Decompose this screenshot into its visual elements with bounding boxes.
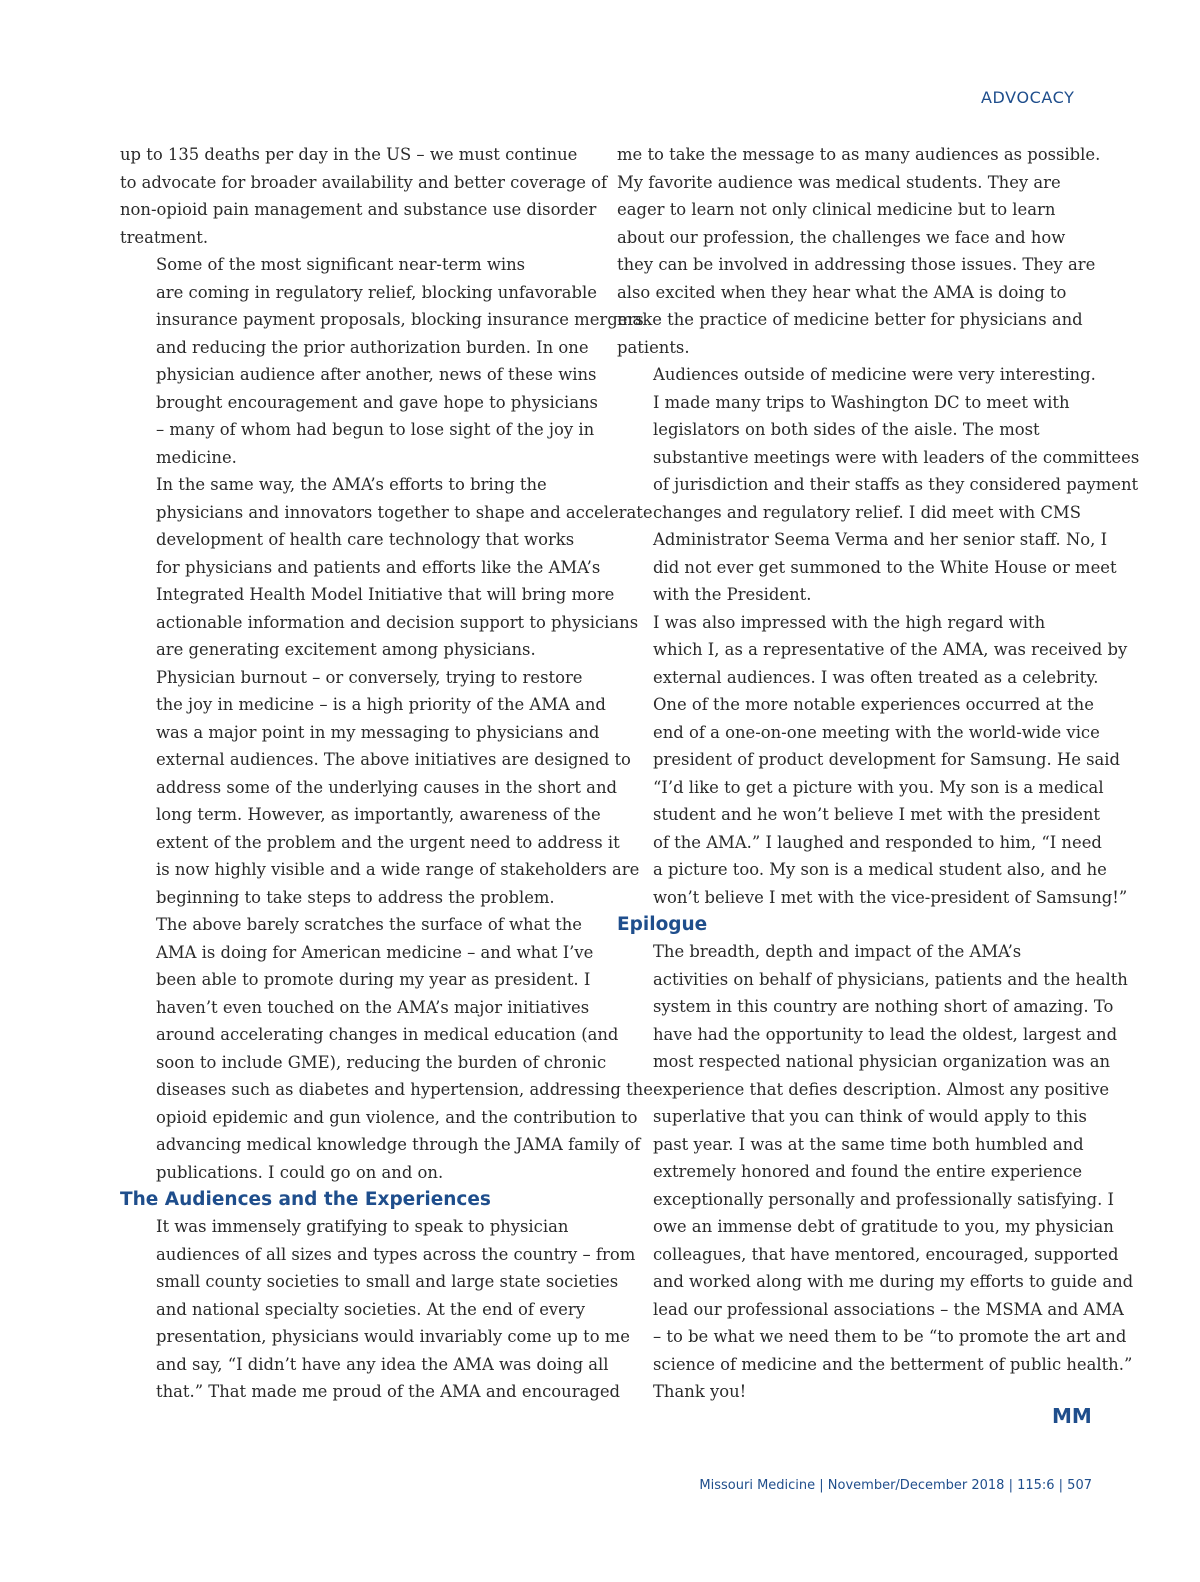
text-line: advancing medical knowledge through the JAMA family of [156,1135,641,1154]
text-line: did not ever get summoned to the White House or meet [653,557,1117,577]
text-line: they can be involved in addressing those issues. They are [617,255,1096,274]
paragraph [120,1213,636,1406]
text-line: and reducing the prior authorization burden. In one [156,337,589,357]
text-line: lead our professional associations – the MSMA and AMA [653,1299,1124,1319]
text-line: presentation, physicians would invariably come up to me [156,1327,631,1346]
text-line: colleagues, that have mentored, encouraged, supported [653,1244,1119,1264]
text-line: up to 135 deaths per day in the US – we must continue [120,145,578,164]
text-line: most respected national physician organization was an [653,1052,1111,1071]
text-line: about our profession, the challenges we face and how [617,227,1066,247]
text-line: owe an immense debt of gratitude to you, my physician [653,1217,1114,1236]
text-line: external audiences. The above initiatives are designed to [156,750,631,769]
page-footer: Missouri Medicine | November/December 2018 | 115:6 | 507 [699,1478,1092,1493]
text-line: Thank you! [653,1382,747,1401]
text-line: end of a one-on-one meeting with the world-wide vice [653,722,1100,742]
text-line: external audiences. I was often treated as a celebrity. [653,667,1099,687]
text-line: to advocate for broader availability and better coverage of [120,172,608,192]
text-line: brought encouragement and gave hope to physicians [156,392,598,412]
text-line: activities on behalf of physicians, patients and the health [653,969,1128,989]
text-line: opioid epidemic and gun violence, and the contribution to [156,1107,638,1127]
end-mark: MM [1052,1404,1092,1428]
paragraph [617,141,1101,361]
text-line: won’t believe I met with the vice-president of Samsung!” [653,887,1128,907]
text-line: Some of the most significant near-term wins [156,255,526,274]
text-line: patients. [617,337,690,357]
text-line: long term. However, as importantly, awareness of the [156,805,601,824]
right-column [617,141,1140,1406]
text-line: past year. I was at the same time both humbled and [653,1134,1084,1154]
text-line: also excited when they hear what the AMA is doing to [617,282,1067,302]
text-line: extent of the problem and the urgent need to address it [156,832,620,852]
text-line: The above barely scratches the surface of what the [156,915,582,934]
text-line: medicine. [156,447,237,467]
text-line: around accelerating changes in medical education (and [156,1025,619,1044]
text-line: development of health care technology that works [156,530,575,549]
text-line: science of medicine and the betterment of public health.” [653,1354,1133,1374]
text-line: publications. I could go on and on. [156,1162,444,1182]
text-line: actionable information and decision support to physicians [156,612,639,632]
paragraph [617,361,1140,609]
text-line: changes and regulatory relief. I did meet with CMS [653,502,1081,522]
paragraph [617,938,1134,1406]
text-line: is now highly visible and a wide range of stakeholders are [156,860,640,879]
text-line: of jurisdiction and their staffs as they considered payment [653,475,1139,494]
text-line: system in this country are nothing short of amazing. To [653,997,1114,1016]
text-line: legislators on both sides of the aisle. The most [653,420,1040,439]
text-line: “I’d like to get a picture with you. My son is a medical [653,777,1104,797]
text-line: for physicians and patients and efforts like the AMA’s [156,557,601,577]
text-line: a picture too. My son is a medical student also, and he [653,860,1107,879]
text-line: audiences of all sizes and types across the country – from [156,1244,636,1264]
text-line: me to take the message to as many audiences as possible. [617,145,1101,164]
text-line: haven’t even touched on the AMA’s major initiatives [156,997,590,1017]
text-line: experience that defies description. Almost any positive [653,1079,1110,1099]
text-line: with the President. [653,585,812,604]
text-line: Physician burnout – or conversely, trying to restore [156,667,583,687]
paragraph [120,664,640,912]
text-line: Audiences outside of medicine were very interesting. [653,365,1096,384]
text-line: student and he won’t believe I met with the president [653,805,1101,824]
paragraph [617,609,1128,912]
text-line: address some of the underlying causes in the short and [156,777,617,797]
text-line: and say, “I didn’t have any idea the AMA was doing all [156,1354,609,1374]
text-line: president of product development for Samsung. He said [653,750,1121,769]
text-line: In the same way, the AMA’s efforts to bring the [156,475,547,494]
section-heading-audiences: The Audiences and the Experiences [120,1189,491,1210]
text-line: are coming in regulatory relief, blocking unfavorable [156,282,597,302]
text-line: It was immensely gratifying to speak to physician [156,1217,569,1236]
text-line: small county societies to small and large state societies [156,1272,619,1291]
text-line: the joy in medicine – is a high priority of the AMA and [156,695,606,714]
section-heading-epilogue: Epilogue [617,914,708,935]
left-column [120,141,653,1406]
text-line: eager to learn not only clinical medicine but to learn [617,200,1056,219]
text-line: make the practice of medicine better for physicians and [617,310,1083,329]
text-line: My favorite audience was medical students. They are [617,172,1061,192]
text-line: The breadth, depth and impact of the AMA’s [653,942,1022,961]
text-line: exceptionally personally and professionally satisfying. I [653,1189,1115,1209]
text-line: insurance payment proposals, blocking insurance mergers [156,310,644,329]
text-line: physician audience after another, news of these wins [156,365,597,384]
text-line: – many of whom had begun to lose sight of the joy in [156,420,595,439]
text-line: been able to promote during my year as president. I [156,970,591,989]
text-line: have had the opportunity to lead the oldest, largest and [653,1024,1118,1044]
paragraph [120,471,653,664]
paragraph [120,911,653,1186]
text-line: Administrator Seema Verma and her senior staff. No, I [653,530,1108,549]
text-line: substantive meetings were with leaders of the committees [653,447,1140,467]
text-line: One of the more notable experiences occurred at the [653,695,1094,714]
text-line: are generating excitement among physicians. [156,640,536,659]
text-line: I made many trips to Washington DC to meet with [653,392,1070,412]
text-line: that.” That made me proud of the AMA and encouraged [156,1382,621,1401]
text-line: physicians and innovators together to shape and accelerate [156,502,653,522]
text-line: Integrated Health Model Initiative that will bring more [156,585,615,604]
paragraph [120,141,608,251]
text-line: – to be what we need them to be “to promote the art and [653,1327,1127,1346]
text-line: which I, as a representative of the AMA, was received by [653,640,1128,659]
text-line: of the AMA.” I laughed and responded to him, “I need [653,832,1102,852]
section-label: ADVOCACY [981,88,1075,107]
text-line: AMA is doing for American medicine – and what I’ve [156,942,594,962]
text-line: I was also impressed with the high regard with [653,612,1046,632]
text-line: and worked along with me during my efforts to guide and [653,1272,1134,1291]
paragraph [120,251,644,471]
text-line: diseases such as diabetes and hypertension, addressing the [156,1080,653,1099]
text-line: treatment. [120,227,209,247]
text-line: extremely honored and found the entire experience [653,1162,1083,1181]
text-line: superlative that you can think of would apply to this [653,1107,1087,1126]
text-line: and national specialty societies. At the end of every [156,1299,585,1319]
text-line: beginning to take steps to address the problem. [156,887,555,907]
text-line: was a major point in my messaging to physicians and [156,722,600,742]
text-line: non-opioid pain management and substance use disorder [120,200,597,219]
text-line: soon to include GME), reducing the burden of chronic [156,1052,607,1072]
